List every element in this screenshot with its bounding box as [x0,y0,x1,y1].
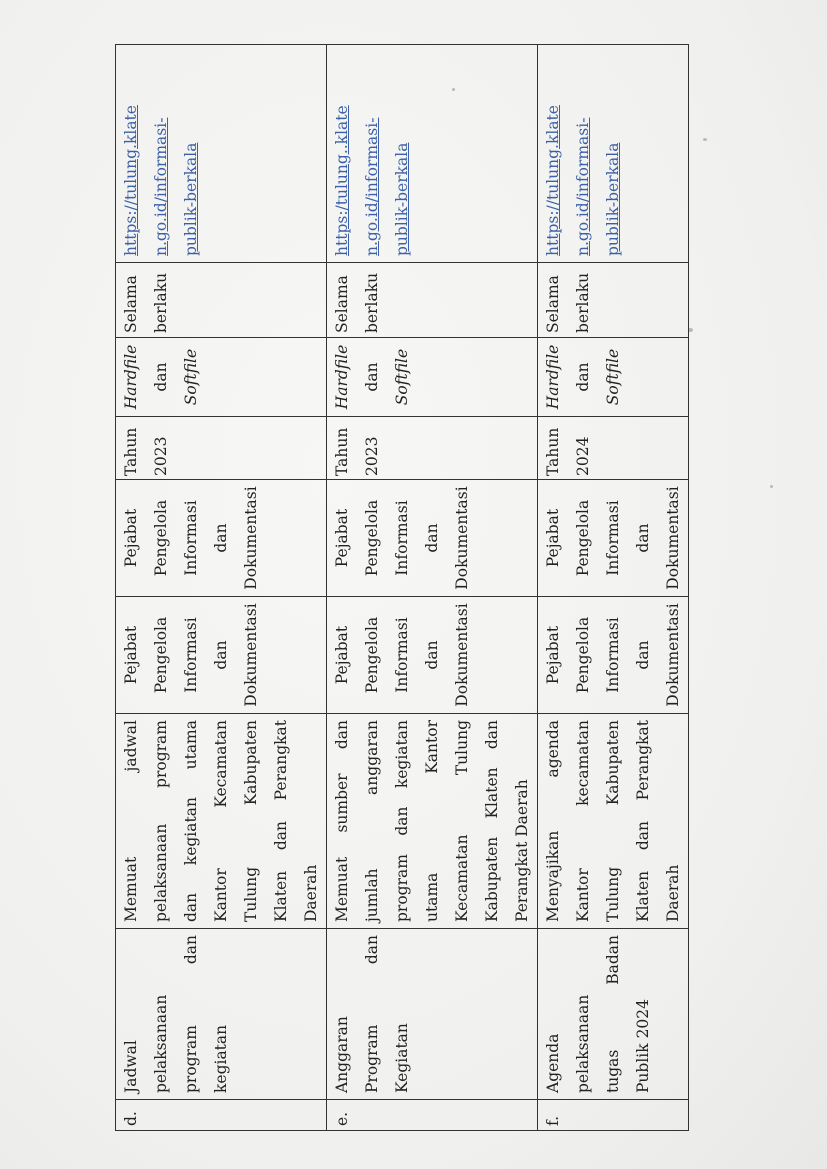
format-cell [116,338,327,417]
public-info-link[interactable] [116,51,206,256]
summary-cell [538,714,689,929]
info-line: Jadwal [122,1040,140,1093]
format-cell [327,338,538,417]
format-softfile: Softfile [604,348,622,406]
rotated-table-wrapper [115,44,682,1131]
link-line[interactable]: publik-berkala [604,142,622,256]
ringkasan-line: Tulung Kabupaten [604,720,622,922]
ringkasan-line: Perangkat Daerah [513,779,531,922]
format-connector: dan [152,362,170,392]
jangka-line: berlaku [152,272,170,333]
pj_penguasa-line: dan [423,523,441,553]
ringkasan-line: Kantor kecamatan [574,720,592,922]
pj_pembuat-line: dan [212,640,230,670]
retention-cell [116,263,327,338]
pj_pembuat-line: Pejabat [122,625,140,685]
link-line[interactable]: n.go.id/informasi- [152,117,170,256]
responsible-holder-cell [116,480,327,597]
link-line[interactable]: publik-berkala [182,142,200,256]
pj_penguasa-line: Dokumentasi [453,486,471,590]
row-number: e. [327,1100,538,1131]
link-line[interactable]: https://tulung.klate [544,105,562,256]
link-line[interactable]: n.go.id/informasi- [574,117,592,256]
jangka-line: Selama [122,275,140,333]
pj_pembuat-line: Informasi [604,617,622,693]
summary-cell [327,714,538,929]
info-line: program dan [182,935,200,1093]
retention-cell [327,263,538,338]
time-cell [538,417,689,480]
responsible-holder-cell [327,480,538,597]
ringkasan-line: Tulung Kabupaten [242,720,260,922]
pj_pembuat-line: dan [634,640,652,670]
table-row [116,45,327,1131]
information-name-cell [116,929,327,1100]
pj_pembuat-line: Pengelola [574,616,592,694]
jangka-line: Selama [333,275,351,333]
time-cell [327,417,538,480]
format-connector: dan [574,362,592,392]
ringkasan-line: Daerah [664,864,682,922]
pj_penguasa-line: dan [212,523,230,553]
info-line: Kegiatan [393,1023,411,1093]
info-line: Publik 2024 [634,998,652,1093]
waktu-line: 2023 [363,436,381,476]
pj_pembuat-line: Informasi [182,617,200,693]
link-cell[interactable] [538,45,689,263]
ringkasan-line: Daerah [302,864,320,922]
pj_penguasa-line: Informasi [182,500,200,576]
waktu-line: Tahun [333,427,351,476]
scan-speck [770,485,773,488]
pj_penguasa-line: Pengelola [363,499,381,577]
format-softfile: Softfile [182,348,200,406]
retention-cell [538,263,689,338]
pj_penguasa-line: Dokumentasi [242,486,260,590]
info-line: Agenda [544,1033,562,1093]
pj_pembuat-line: Pengelola [363,616,381,694]
pj_penguasa-line: Pengelola [574,499,592,577]
info-line: kegiatan [212,1024,230,1093]
format-softfile: Softfile [393,348,411,406]
format-hardfile: Hardfile [122,344,140,410]
table-row [538,45,689,1131]
pj_pembuat-line: Pejabat [544,625,562,685]
link-line[interactable]: https://tulung.klate [122,105,140,256]
pj_penguasa-line: Pejabat [544,508,562,568]
ringkasan-line: Klaten dan Perangkat [272,720,290,922]
pj_penguasa-line: dan [634,523,652,553]
format-cell [538,338,689,417]
pj_pembuat-line: Dokumentasi [664,603,682,707]
summary-cell [116,714,327,929]
responsible-creator-cell [116,597,327,714]
pj_penguasa-line: Pejabat [122,508,140,568]
jangka-line: berlaku [574,272,592,333]
link-cell[interactable] [116,45,327,263]
ringkasan-line: jumlah anggaran [363,720,381,922]
responsible-holder-cell [538,480,689,597]
pj_pembuat-line: Dokumentasi [242,603,260,707]
ringkasan-line: Memuat jadwal [122,720,140,922]
pj_pembuat-line: dan [423,640,441,670]
information-name-cell [538,929,689,1100]
pj_pembuat-line: Dokumentasi [453,603,471,707]
ringkasan-line: pelaksanaan program [152,720,170,922]
jangka-line: Selama [544,275,562,333]
ringkasan-line: Klaten dan Perangkat [634,720,652,922]
info-line: pelaksanaan [152,994,170,1093]
waktu-line: Tahun [122,427,140,476]
ringkasan-line: Kabupaten Klaten dan [483,720,501,922]
format-hardfile: Hardfile [544,344,562,410]
ringkasan-line: Menyajikan agenda [544,720,562,922]
pj_penguasa-line: Informasi [604,500,622,576]
info-line: Anggaran [333,1016,351,1093]
information-table [115,44,689,1131]
jangka-line: berlaku [363,272,381,333]
ringkasan-line: dan kegiatan utama [182,720,200,922]
pj_pembuat-line: Pengelola [152,616,170,694]
public-info-link[interactable] [538,51,628,256]
row-number: f. [538,1100,689,1131]
pj_penguasa-line: Dokumentasi [664,486,682,590]
waktu-line: 2024 [574,436,592,476]
ringkasan-line: Kecamatan Tulung [453,720,471,922]
responsible-creator-cell [327,597,538,714]
information-name-cell [327,929,538,1100]
ringkasan-line: Kantor Kecamatan [212,720,230,922]
waktu-line: 2023 [152,436,170,476]
ringkasan-line: Memuat sumber dan [333,720,351,922]
link-line[interactable]: https:/tulung..klate [333,105,351,256]
pj_penguasa-line: Informasi [393,500,411,576]
ringkasan-line: utama Kantor [423,720,441,922]
time-cell [116,417,327,480]
link-line[interactable]: publik-berkala [393,142,411,256]
public-info-link[interactable] [327,51,417,256]
ringkasan-line: program dan kegiatan [393,720,411,922]
format-connector: dan [363,362,381,392]
waktu-line: Tahun [544,427,562,476]
info-line: tugas Badan [604,935,622,1093]
info-line: pelaksanaan [574,994,592,1093]
pj_penguasa-line: Pejabat [333,508,351,568]
pj_penguasa-line: Pengelola [152,499,170,577]
link-line[interactable]: n.go.id/informasi- [363,117,381,256]
format-hardfile: Hardfile [333,344,351,410]
pj_pembuat-line: Informasi [393,617,411,693]
responsible-creator-cell [538,597,689,714]
link-cell[interactable] [327,45,538,263]
pj_pembuat-line: Pejabat [333,625,351,685]
row-number: d. [116,1100,327,1131]
info-line: Program dan [363,935,381,1093]
table-row [327,45,538,1131]
scan-speck [703,138,707,141]
